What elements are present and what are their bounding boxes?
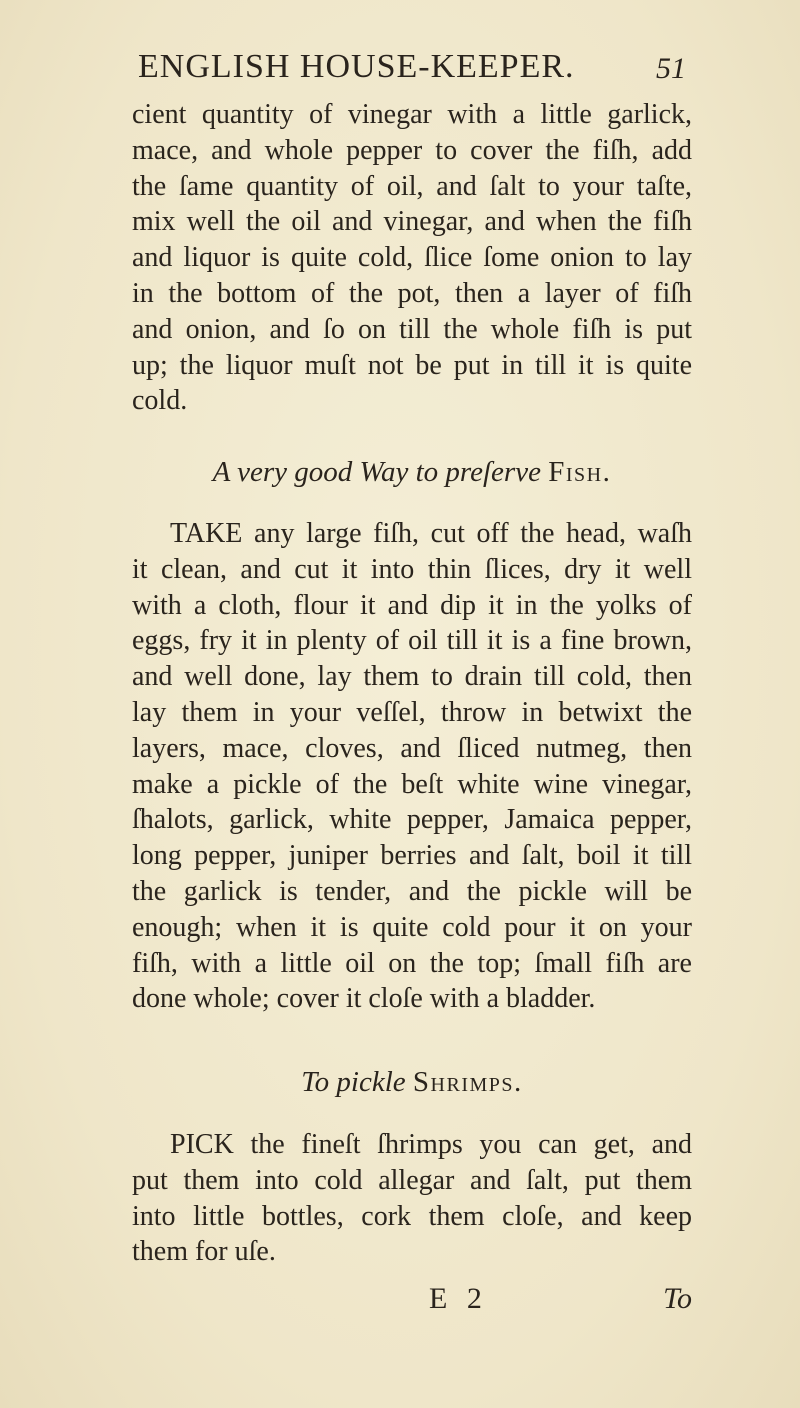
heading-italic: To pickle (301, 1066, 406, 1098)
recipe-heading-pickle-shrimps (132, 1062, 692, 1102)
text-line: in the bottom of the pot, then a layer of fiſh (132, 277, 692, 309)
text-line: the garlick is tender, and the pickle will be (132, 875, 692, 907)
text-line: done whole; cover it cloſe with a bladder. (132, 983, 596, 1015)
text-line: it clean, and cut it into thin ſlices, dry it well (132, 553, 692, 585)
page-number: 51 (656, 52, 686, 85)
text-line: ſhalots, garlick, white pepper, Jamaica pepper, (132, 804, 692, 836)
text-line: fiſh, with a little oil on the top; ſmall fiſh are (132, 947, 692, 979)
paragraph-preserve-fish (132, 516, 692, 1017)
page-footer (132, 1282, 692, 1322)
text-line: the ſame quantity of oil, and ſalt to your taſte, (132, 170, 692, 202)
paragraph-pickle-shrimps (132, 1127, 692, 1270)
text-line: eggs, fry it in plenty of oil till it is a fine brown, (132, 625, 692, 657)
text-line: long pepper, juniper berries and ſalt, boil it till (132, 840, 692, 872)
text-line: enough; when it is quite cold pour it on your (132, 911, 692, 943)
running-title: ENGLISH HOUSE-KEEPER. (138, 48, 575, 85)
running-head (138, 44, 686, 90)
heading-roman: Shrimps. (412, 1066, 523, 1098)
text-line: them for uſe. (132, 1236, 276, 1268)
text-line: into little bottles, cork them cloſe, and keep (132, 1200, 692, 1232)
text-line: mace, and whole pepper to cover the fiſh, add (132, 134, 692, 166)
text-line: mix well the oil and vinegar, and when the fiſh (132, 206, 692, 238)
text-line: make a pickle of the beſt white wine vinegar, (132, 768, 692, 800)
text-line: and onion, and ſo on till the whole fiſh is put (132, 313, 692, 345)
text-line: with a cloth, flour it and dip it in the yolks of (132, 589, 692, 621)
text-line: TAKE any large fiſh, cut off the head, waſh (170, 518, 692, 549)
text-line: and liquor is quite cold, ſlice ſome onion to lay (132, 242, 692, 274)
text-line: layers, mace, cloves, and ſliced nutmeg, then (132, 732, 692, 764)
text-line: PICK the fineſt ſhrimps you can get, and (170, 1129, 692, 1160)
catchword: To (663, 1282, 692, 1315)
heading-italic: A very good Way to preſerve (212, 456, 541, 488)
text-line: put them into cold allegar and ſalt, put them (132, 1164, 692, 1196)
heading-roman: Fish. (548, 456, 612, 488)
recipe-heading-preserve-fish (132, 452, 692, 492)
paragraph-pickled-fish-continued (132, 97, 692, 419)
text-line: lay them in your veſſel, throw in betwixt the (132, 696, 692, 728)
signature-mark: E 2 (429, 1282, 488, 1315)
text-line: up; the liquor muſt not be put in till it is quite (132, 349, 692, 381)
text-line: cient quantity of vinegar with a little garlick, (132, 99, 692, 130)
text-line: cold. (132, 385, 188, 417)
text-line: and well done, lay them to drain till cold, then (132, 661, 692, 693)
